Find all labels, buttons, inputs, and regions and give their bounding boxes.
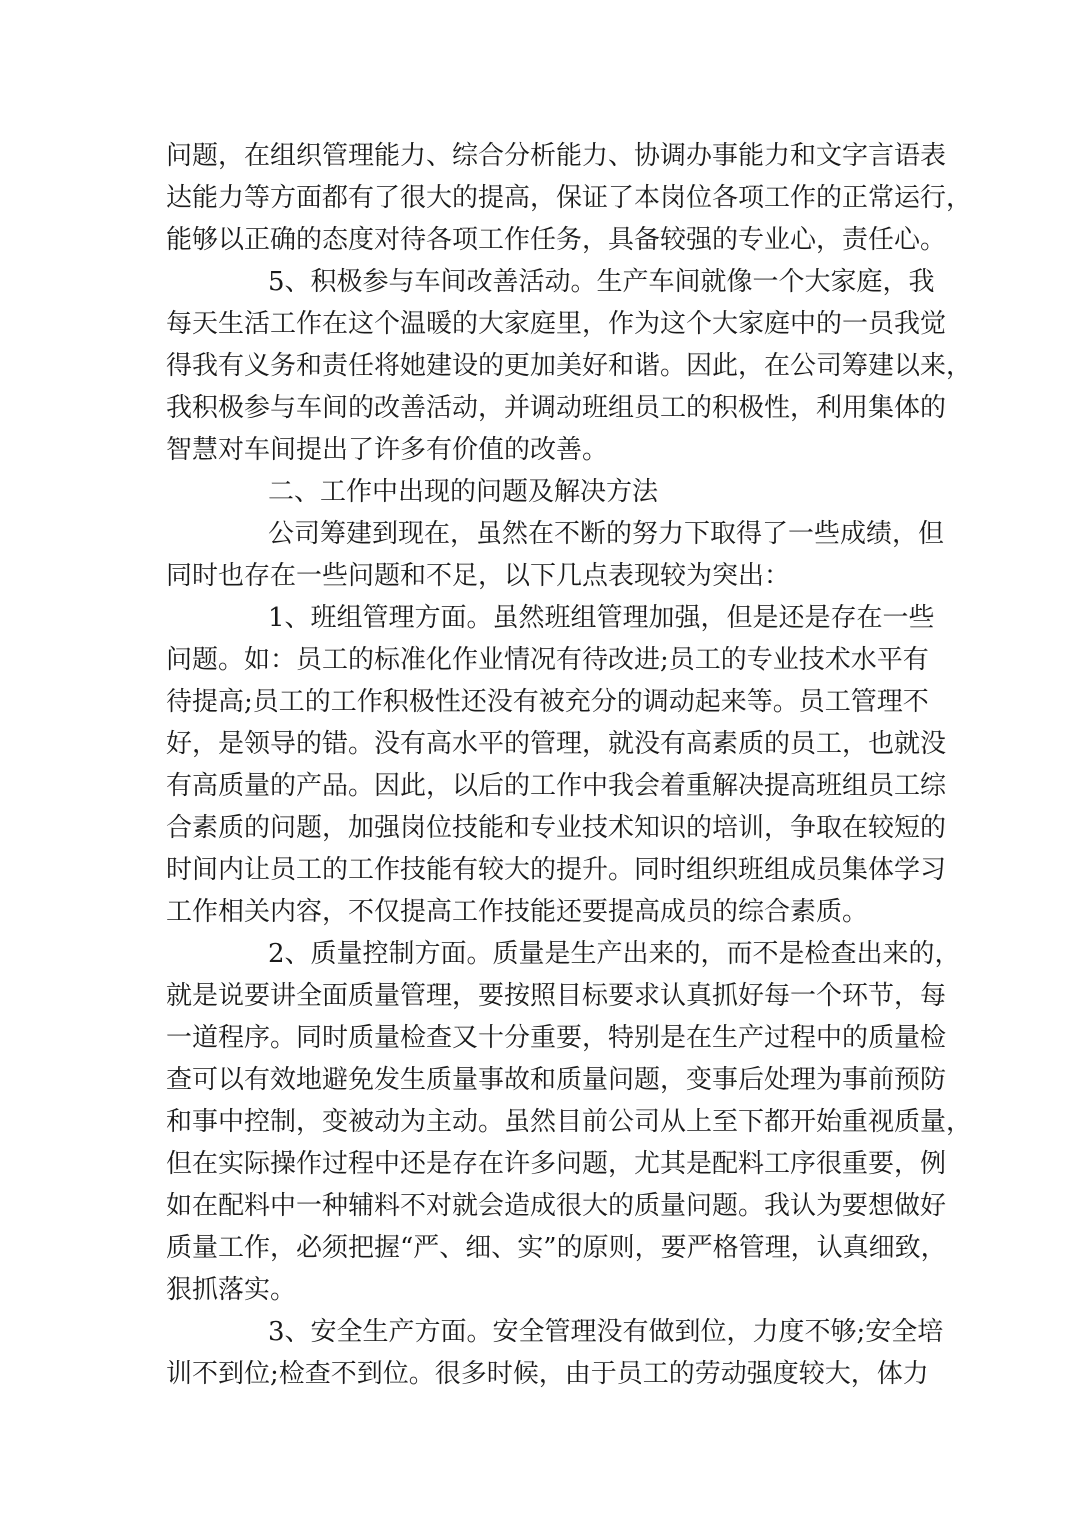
text-line: 达能力等方面都有了很大的提高，保证了本岗位各项工作的正常运行， [166,183,973,213]
text-line: 时间内让员工的工作技能有较大的提升。同时组织班组成员集体学习 [166,855,947,885]
text-line: 1、班组管理方面。虽然班组管理加强，但是还是存在一些 [268,603,935,633]
text-line: 公司筹建到现在，虽然在不断的努力下取得了一些成绩，但 [268,519,945,549]
text-line: 但在实际操作过程中还是存在许多问题，尤其是配料工序很重要，例 [166,1149,947,1179]
text-line: 合素质的问题，加强岗位技能和专业技术知识的培训，争取在较短的 [166,813,947,843]
text-line: 待提高;员工的工作积极性还没有被充分的调动起来等。员工管理不 [166,687,929,717]
text-line: 一道程序。同时质量检查又十分重要，特别是在生产过程中的质量检 [166,1023,947,1053]
text-line: 和事中控制，变被动为主动。虽然目前公司从上至下都开始重视质量， [166,1107,973,1137]
text-line: 得我有义务和责任将她建设的更加美好和谐。因此，在公司筹建以来， [166,351,973,381]
section-heading: 二、工作中出现的问题及解决方法 [268,477,659,507]
text-line: 训不到位;检查不到位。很多时候，由于员工的劳动强度较大，体力 [166,1359,929,1389]
text-line: 问题，在组织管理能力、综合分析能力、协调办事能力和文字言语表 [166,141,947,171]
text-line: 3、安全生产方面。安全管理没有做到位，力度不够;安全培 [268,1317,944,1347]
text-line: 查可以有效地避免发生质量事故和质量问题，变事后处理为事前预防 [166,1065,947,1095]
text-line: 工作相关内容，不仅提高工作技能还要提高成员的综合素质。 [166,897,869,927]
text-line: 就是说要讲全面质量管理，要按照目标要求认真抓好每一个环节，每 [166,981,947,1011]
text-line: 质量工作，必须把握“严、细、实”的原则，要严格管理，认真细致， [166,1233,947,1263]
text-line: 2、质量控制方面。质量是生产出来的，而不是检查出来的， [268,939,961,969]
text-line: 同时也存在一些问题和不足，以下几点表现较为突出： [166,561,791,591]
text-line: 5、积极参与车间改善活动。生产车间就像一个大家庭，我 [268,267,935,297]
text-line: 我积极参与车间的改善活动，并调动班组员工的积极性，利用集体的 [166,393,947,423]
text-line: 智慧对车间提出了许多有价值的改善。 [166,435,609,465]
text-line: 狠抓落实。 [166,1275,297,1305]
text-line: 每天生活工作在这个温暖的大家庭里，作为这个大家庭中的一员我觉 [166,309,947,339]
text-line: 好，是领导的错。没有高水平的管理，就没有高素质的员工，也就没 [166,729,947,759]
text-line: 问题。如：员工的标准化作业情况有待改进;员工的专业技术水平有 [166,645,929,675]
text-line: 有高质量的产品。因此，以后的工作中我会着重解决提高班组员工综 [166,771,947,801]
text-line: 能够以正确的态度对待各项工作任务，具备较强的专业心，责任心。 [166,225,947,255]
text-line: 如在配料中一种辅料不对就会造成很大的质量问题。我认为要想做好 [166,1191,947,1221]
